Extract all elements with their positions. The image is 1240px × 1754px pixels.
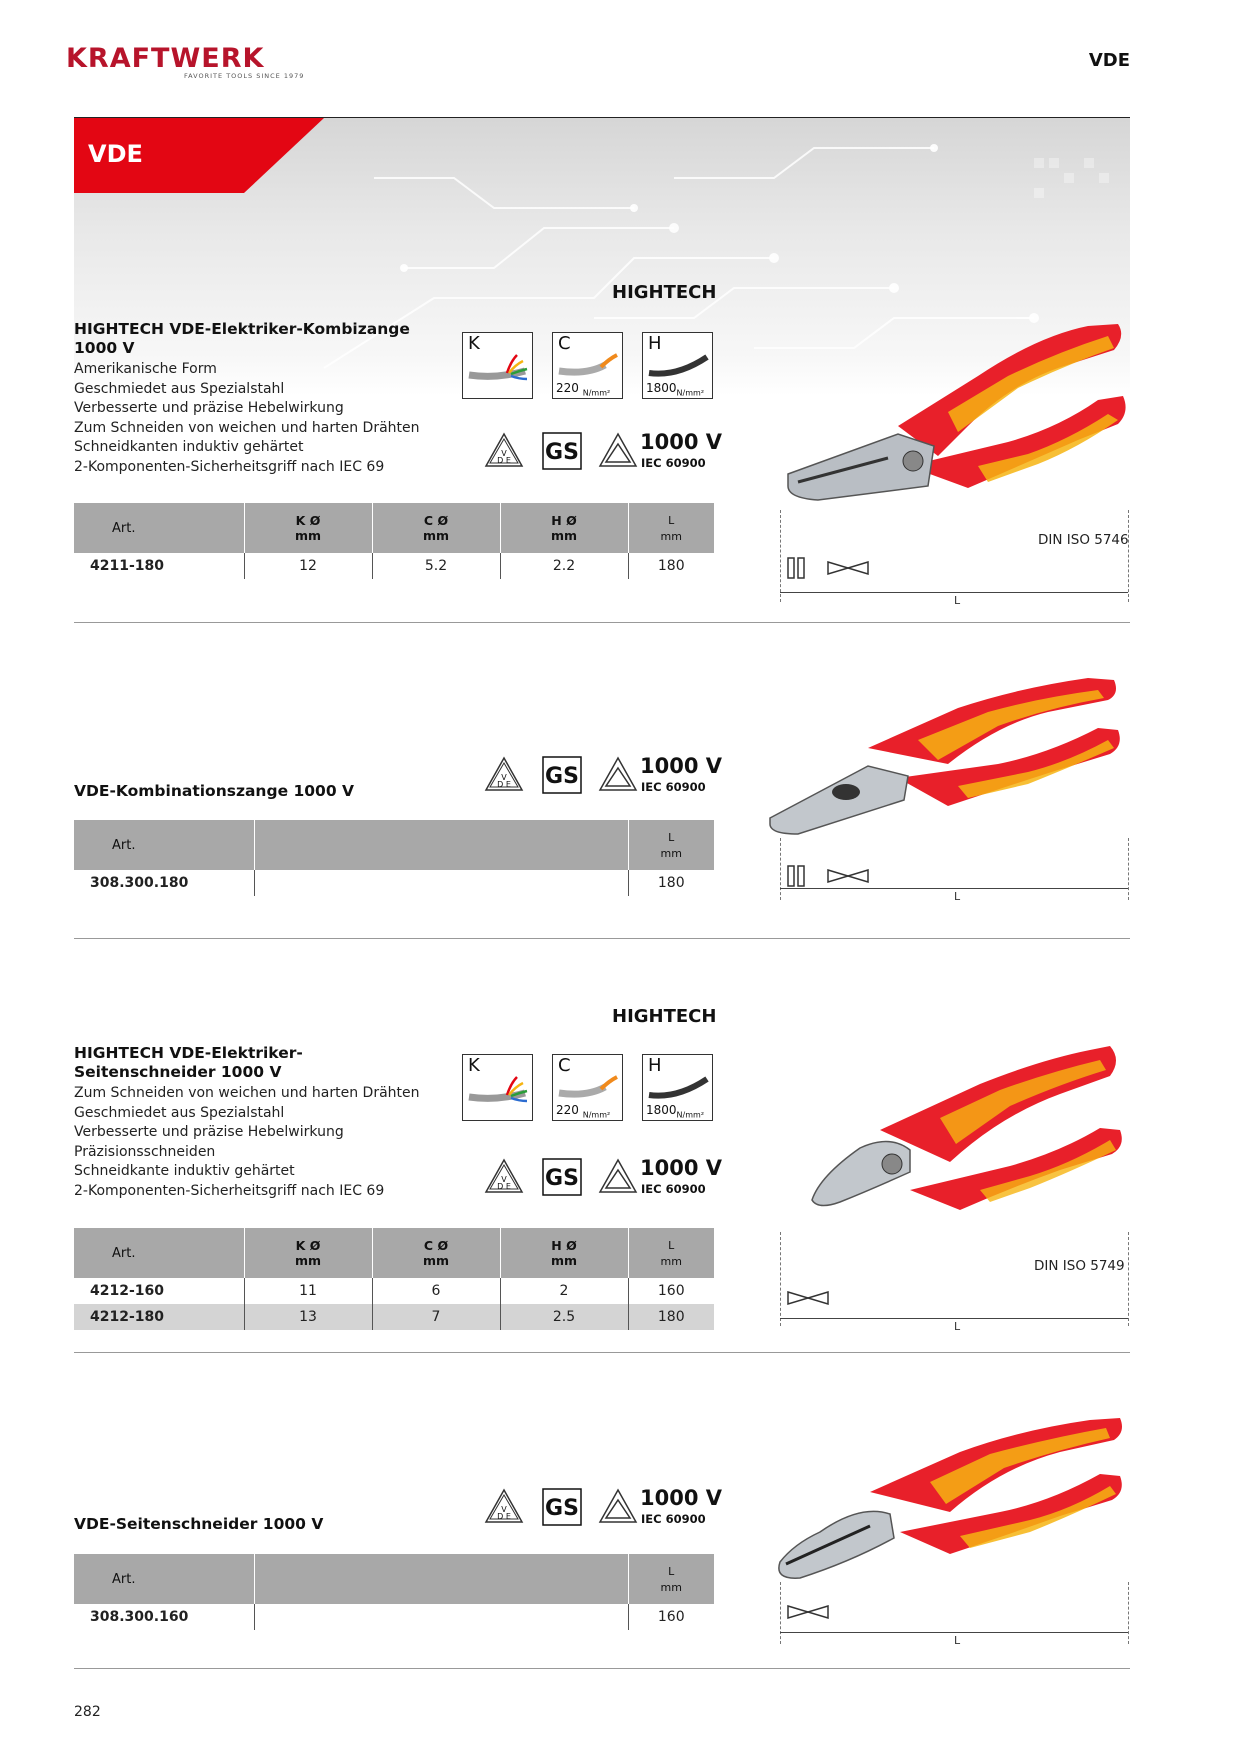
voltage-rating: 1000 V	[640, 1486, 723, 1510]
multicolor-wire-icon	[467, 351, 529, 391]
cell-art: 308.300.180	[74, 870, 254, 896]
col-header-label: L	[668, 514, 675, 527]
vde-triangle-icon	[484, 432, 524, 468]
dimension-guide	[1128, 838, 1129, 900]
page-number: 282	[74, 1704, 101, 1720]
svg-text:GS: GS	[545, 1166, 579, 1191]
voltage-rating: 1000 V	[640, 754, 723, 778]
col-header-unit: mm	[422, 1253, 450, 1268]
spec-letter: C	[558, 1055, 571, 1076]
spec-table	[74, 820, 714, 896]
col-header-empty	[254, 820, 628, 870]
feature-item: Verbesserte und präzise Hebelwirkung	[74, 1124, 344, 1141]
spec-icon-k	[462, 1054, 533, 1121]
svg-text:D E: D E	[497, 1512, 511, 1521]
spec-unit: N/mm²	[582, 1110, 611, 1119]
col-header-l	[628, 503, 714, 553]
col-header-unit: mm	[550, 1253, 578, 1268]
cell-k: 11	[244, 1278, 372, 1304]
svg-text:V: V	[501, 773, 507, 782]
voltage-rating: 1000 V	[640, 430, 723, 454]
spec-value	[556, 1103, 610, 1119]
col-header-c	[372, 503, 500, 553]
steel-wire-icon	[647, 1073, 709, 1103]
dimension-label: L	[954, 890, 961, 903]
svg-text:D E: D E	[497, 1182, 511, 1191]
svg-text:GS: GS	[545, 764, 579, 789]
spec-icon-k	[462, 332, 533, 399]
svg-text:D E: D E	[497, 780, 511, 789]
category-tag: VDE	[1088, 50, 1130, 71]
voltage-rating: 1000 V	[640, 1156, 723, 1180]
iec-standard: IEC 60900	[641, 780, 706, 794]
spec-table	[74, 503, 714, 579]
dimension-guide	[1128, 1232, 1129, 1326]
col-header-label: K Ø	[295, 513, 321, 528]
double-triangle-icon	[598, 1158, 638, 1194]
product-title: VDE-Seitenschneider 1000 V	[74, 1515, 324, 1533]
col-header-k	[244, 503, 372, 553]
table-row	[74, 553, 714, 579]
cell-art: 4212-180	[74, 1304, 244, 1330]
col-header-art: Art.	[74, 503, 244, 553]
feature-item: Zum Schneiden von weichen und harten Drähten	[74, 1085, 420, 1101]
cell-l: 160	[657, 1609, 685, 1625]
spec-value	[646, 381, 704, 397]
col-header-unit: mm	[660, 847, 682, 860]
gs-mark-icon	[542, 432, 582, 470]
spec-letter: H	[648, 333, 662, 354]
series-label: HIGHTECH	[612, 282, 717, 303]
col-header-k	[244, 1228, 372, 1278]
svg-text:GS: GS	[545, 1496, 579, 1521]
length-dimension	[780, 1622, 1128, 1647]
copper-wire-icon	[557, 351, 619, 381]
feature-item: Geschmiedet aus Spezialstahl	[74, 380, 285, 397]
dimension-label: L	[954, 1634, 961, 1647]
col-header-art: Art.	[74, 820, 254, 870]
col-header-l	[628, 820, 714, 870]
cell-c: 5.2	[372, 553, 500, 579]
table-row	[74, 1278, 714, 1304]
din-standard: DIN ISO 5746	[1038, 532, 1129, 548]
iec-standard: IEC 60900	[641, 1512, 706, 1526]
feature-item: Amerikanische Form	[74, 361, 217, 377]
table-row	[74, 870, 714, 896]
cell-l: 180	[657, 875, 685, 891]
length-dimension	[780, 1308, 1128, 1333]
col-header-l	[628, 1228, 714, 1278]
col-header-unit: mm	[422, 528, 450, 543]
double-triangle-icon	[598, 432, 638, 468]
svg-text:V: V	[501, 1505, 507, 1514]
dimension-label: L	[954, 1320, 961, 1333]
side-cutter-image	[760, 1040, 1130, 1250]
combination-pliers-image	[758, 316, 1130, 526]
table-row	[74, 1604, 714, 1630]
spec-value	[556, 381, 610, 397]
iec-standard: IEC 60900	[641, 1182, 706, 1196]
spec-number: 220	[556, 380, 579, 395]
section-divider	[74, 1352, 1130, 1353]
dimension-guide	[1128, 510, 1129, 602]
feature-item: Schneidkanten induktiv gehärtet	[74, 439, 304, 456]
spec-letter: H	[648, 1055, 662, 1076]
spec-unit: N/mm²	[582, 388, 611, 397]
col-header-label: C Ø	[423, 513, 449, 528]
cell-c: 7	[372, 1304, 500, 1330]
svg-text:D E: D E	[497, 456, 511, 465]
spec-table	[74, 1228, 714, 1330]
cell-art: 4212-160	[74, 1278, 244, 1304]
col-header-l	[628, 1554, 714, 1604]
col-header-art: Art.	[74, 1228, 244, 1278]
dimension-label: L	[954, 594, 961, 607]
feature-item: Verbesserte und präzise Hebelwirkung	[74, 400, 344, 417]
cell-h: 2.2	[500, 553, 628, 579]
spec-letter: K	[468, 1055, 480, 1076]
length-dimension	[780, 582, 1128, 607]
spec-icon-c	[552, 332, 623, 399]
col-header-label: H Ø	[551, 1238, 577, 1253]
col-header-unit: mm	[660, 530, 682, 543]
col-header-label: L	[668, 831, 675, 844]
double-triangle-icon	[598, 1488, 638, 1524]
section-divider	[74, 622, 1130, 623]
spec-number: 1800	[646, 1102, 677, 1117]
col-header-label: K Ø	[295, 1238, 321, 1253]
iec-standard: IEC 60900	[641, 456, 706, 470]
cell-h: 2.5	[500, 1304, 628, 1330]
cell-art: 308.300.160	[74, 1604, 254, 1630]
cell-l: 180	[628, 1304, 714, 1330]
feature-list	[74, 360, 434, 478]
cell-l: 180	[657, 558, 685, 574]
col-header-c	[372, 1228, 500, 1278]
col-header-h	[500, 1228, 628, 1278]
side-cutter-image	[760, 1412, 1130, 1592]
gs-mark-icon	[542, 1158, 582, 1196]
logo-tagline: FAVORITE TOOLS SINCE 1979	[184, 72, 305, 80]
spec-unit: N/mm²	[676, 388, 705, 397]
feature-item: Geschmiedet aus Spezialstahl	[74, 1104, 285, 1121]
logo-wordmark: KRAFTWERK	[66, 43, 265, 74]
cell-art: 4211-180	[74, 553, 244, 579]
col-header-unit: mm	[660, 1581, 682, 1594]
cell-l: 160	[657, 1283, 685, 1299]
col-header-unit: mm	[660, 1255, 682, 1268]
spec-letter: C	[558, 333, 571, 354]
copper-wire-icon	[557, 1073, 619, 1103]
spec-letter: K	[468, 333, 480, 354]
multicolor-wire-icon	[467, 1073, 529, 1113]
col-header-art: Art.	[74, 1554, 254, 1604]
svg-text:V: V	[501, 1175, 507, 1184]
svg-text:GS: GS	[545, 440, 579, 465]
gs-mark-icon	[542, 756, 582, 794]
feature-item: 2-Komponenten-Sicherheitsgriff nach IEC 69	[74, 1182, 385, 1199]
feature-item: Schneidkante induktiv gehärtet	[74, 1163, 295, 1180]
cutting-edge-icon	[786, 556, 806, 580]
col-header-unit: mm	[294, 1253, 322, 1268]
col-header-label: C Ø	[423, 1238, 449, 1253]
col-header-label: H Ø	[551, 513, 577, 528]
length-dimension	[780, 878, 1128, 903]
spec-icon-c	[552, 1054, 623, 1121]
double-triangle-icon	[598, 756, 638, 792]
spec-table	[74, 1554, 714, 1630]
vde-triangle-icon	[484, 756, 524, 792]
din-standard: DIN ISO 5749	[1034, 1258, 1125, 1274]
cell-h: 2	[500, 1278, 628, 1304]
col-header-unit: mm	[294, 528, 322, 543]
col-header-empty	[254, 1554, 628, 1604]
series-label: HIGHTECH	[612, 1006, 717, 1027]
spec-number: 1800	[646, 380, 677, 395]
hero-title: VDE	[88, 140, 143, 168]
dimension-guide	[1128, 1582, 1129, 1644]
product-title: HIGHTECH VDE-Elektriker-Kombizange 1000 V	[74, 320, 410, 357]
cell-empty	[254, 1604, 628, 1630]
spec-value	[646, 1103, 704, 1119]
feature-item: Zum Schneiden von weichen und harten Drähten	[74, 419, 420, 436]
table-row	[74, 1304, 714, 1330]
jaw-profile-icon	[826, 560, 870, 576]
spec-icon-h	[642, 332, 713, 399]
section-divider	[74, 1668, 1130, 1669]
col-header-h	[500, 503, 628, 553]
gs-mark-icon	[542, 1488, 582, 1526]
steel-wire-icon	[647, 351, 709, 381]
spec-unit: N/mm²	[676, 1110, 705, 1119]
jaw-profile-icon	[786, 1604, 830, 1620]
svg-text:V: V	[501, 449, 507, 458]
cell-empty	[254, 870, 628, 896]
feature-item: Präzisionsschneiden	[74, 1143, 216, 1160]
cell-c: 6	[372, 1278, 500, 1304]
product-title: VDE-Kombinationszange 1000 V	[74, 782, 355, 800]
col-header-label: L	[668, 1565, 675, 1578]
col-header-label: L	[668, 1239, 675, 1252]
brand-logo	[66, 44, 304, 80]
col-header-unit: mm	[550, 528, 578, 543]
vde-triangle-icon	[484, 1488, 524, 1524]
section-divider	[74, 938, 1130, 939]
cell-k: 12	[244, 553, 372, 579]
feature-list	[74, 1084, 434, 1202]
spec-number: 220	[556, 1102, 579, 1117]
product-title: HIGHTECH VDE-Elektriker-Seitenschneider 1000 V	[74, 1044, 303, 1081]
combination-pliers-image	[758, 668, 1130, 848]
jaw-profile-icon	[786, 1290, 830, 1306]
spec-icon-h	[642, 1054, 713, 1121]
vde-triangle-icon	[484, 1158, 524, 1194]
cell-k: 13	[244, 1304, 372, 1330]
feature-item: 2-Komponenten-Sicherheitsgriff nach IEC 69	[74, 458, 385, 475]
